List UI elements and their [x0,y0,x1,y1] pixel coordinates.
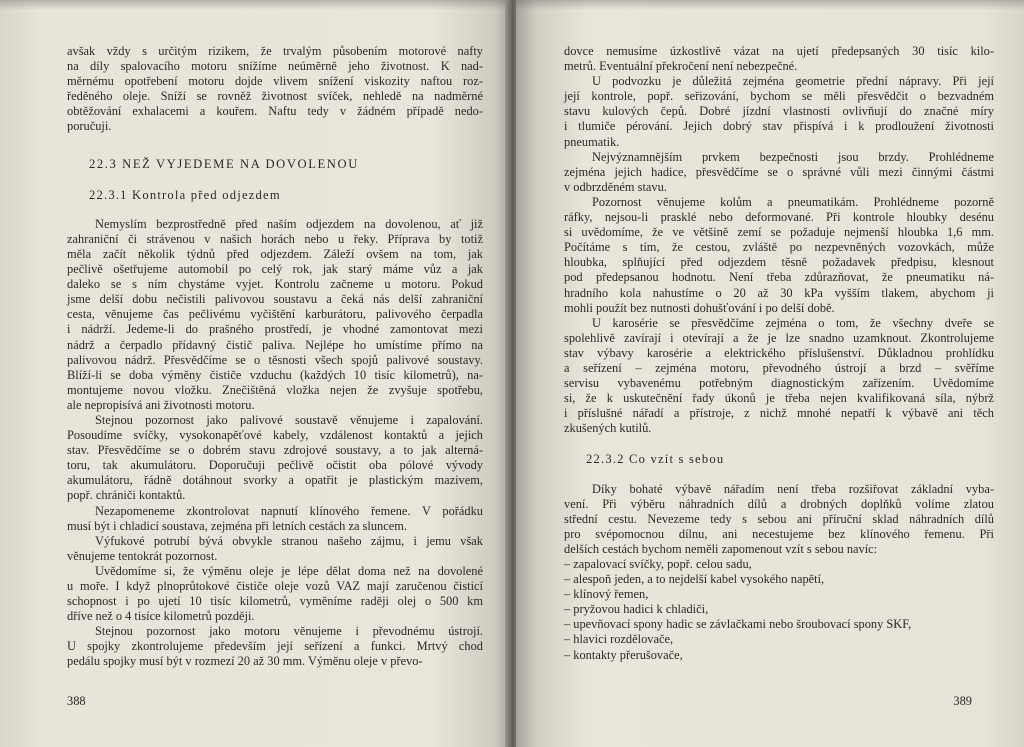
text-line: obtěžování exhalacemi a kouřem. Naftu tedy v žádném případě nedo- [67,104,483,119]
text-line: i nádrží. Jedeme-li do prašného prostředí, je vhodné zamontovat mezi [67,322,483,337]
text-line: popř. chrániči kontaktů. [67,488,186,503]
text-line: ráfky, nejsou-li prasklé nebo deformované. Při kontrole hloubky desénu [564,210,994,225]
text-line: na díly spalovacího motoru snížíme neúměrně jeho životnost. K nad- [67,59,483,74]
text-line: měrnému opotřebení motoru dojde vlivem snížení viskozity naftou roz- [67,74,483,89]
text-line: střední cestu. Nevezeme tedy s sebou ani příruční sklad náhradních dílů [564,511,994,526]
page-number: 389 [953,694,972,708]
list-item: – kontakty přerušovače, [564,647,683,662]
text-line: měla začít několik týdnů před odjezdem. Záleží ovšem na tom, jak [67,246,483,261]
text-line: musí být i chladicí soustava, zejména při letních cestách za sluncem. [67,518,407,533]
list-item: – zapalovací svíčky, popř. celou sadu, [564,557,752,571]
text-line: delších cestách bychom neměli zapomenout vzít s sebou navíc: [564,541,878,556]
text-line: hradního kola nahustíme o 20 až 30 kPa vyšším tlakem, abychom ji [564,285,994,300]
text-line: hloubka, splňující před odjezdem těsně požadavek předpisu, klesnout [564,255,994,270]
text-line: toru, tak akumulátoru. Doporučuji pečlivě očistit oba pólové vývody [67,458,483,473]
paragraph [67,217,483,413]
text-line: cesta, věnujeme čas pečlivému vyčištění karburátoru, palivového čerpadla [67,307,483,322]
text-line: i příslušné nářadí a přístroje, z nichž mnohé nepatří k výbavě ani těch [564,406,994,421]
text-line: v odbrzděném stavu. [564,179,667,194]
text-line: Výfukové potrubí bývá obvykle stranou našeho zájmu, i jemu však [95,533,483,548]
text-line: u moře. I když plnoprůtokové čističe oleje vozů VAZ mají zaručenou čisticí [67,579,483,593]
section-title: 22.3 NEŽ VYJEDEME NA DOVOLENOU [89,156,359,171]
text-line: montujeme novou vložku. Znečištěná vložka nejen že zvyšuje spotřebu, [67,382,483,397]
text-line: si, že k uskutečnění řady úkonů je třeba nejen kvalifikovaná síla, nýbrž [564,391,994,406]
text-line: avšak vždy s určitým rizikem, že trvalým působením motorové nafty [67,44,483,58]
text-line: Díky bohaté výbavě nářadím není třeba rozšiřovat základní vyba- [592,481,994,496]
page-number: 388 [67,694,86,708]
text-line: zahraniční či strávenou v našich horách nebo u řeky. Příprava by totiž [67,231,483,246]
text-line: si uvědomíme, že ve většině zemí se požaduje nejmenší hloubka 1,6 mm. [564,225,994,240]
list-item: – alespoň jeden, a to nejdelší kabel vysokého napětí, [564,572,825,587]
text-line: U karosérie se přesvědčíme zejména o tom, že všechny dveře se [592,315,994,330]
text-line: Stejnou pozornost jako motoru věnujeme i převodnému ústrojí. [95,624,483,639]
text-line: ale nepropisívá ani životnosti motoru. [67,397,255,412]
list-item: – hlavici rozdělovače, [564,632,674,647]
left-page [0,0,510,747]
text-line: nádrž a čerpadlo přídavný čistič paliva. Nejlépe ho umístíme přímo na [67,337,483,352]
text-line: Uvědomíme si, že výměnu oleje je lépe dělat doma než na dovolené [95,563,483,578]
text-line: schopnost i po ujetí 10 tisíc kilometrů, vyměníme raději olej o 500 km [67,594,483,609]
paragraph [67,624,483,669]
paragraph [564,44,994,74]
left-text-block [67,44,483,670]
right-text-block [564,44,994,663]
text-line: pedálu spojky musí být v rozmezí 20 až 30 mm. Výměnu oleje v převo- [67,654,423,669]
paragraph [67,413,483,504]
paragraph [67,534,483,564]
text-line: ředěného oleje. Sníží se rovněž životnost svíček, nehledě na nadměrné [67,89,483,104]
text-line: palivovou nádrž. Přesvědčíme se o těsnosti všech spojů palivové soustavy. [67,352,483,367]
text-line: Stejnou pozornost jako palivové soustavě věnujeme i zapalování. [95,412,483,427]
list-item: – pryžovou hadici k chladiči, [564,602,709,617]
page-edge-shadow [516,0,1024,10]
text-line: Nemyslím bezprostředně před naším odjezdem na dovolenou, ať již [95,216,483,231]
text-line: stavu kulových čepů. Dobré jízdní vlastnosti ovlivňují do značné míry [564,104,994,119]
text-line: dříve než o 4 tisíce kilometrů později. [67,609,255,624]
paragraph [67,504,483,534]
text-line: U podvozku je důležitá zejména geometrie přední nápravy. Při její [592,74,994,89]
paragraph [564,195,994,316]
text-line: mohli použít bez nutnosti dohušťování i po delší době. [564,300,835,315]
paragraph [67,44,483,135]
text-line: zejména jejich hadice, přesvědčíme se o správné vůli mezi činnými částmi [564,164,994,179]
text-line: U spojky zkontrolujeme především její seřízení a funkci. Mrtvý chod [67,639,483,654]
subsection-title: 22.3.1 Kontrola před odjezdem [89,187,281,202]
paragraph [564,482,994,557]
text-line: její kontrole, popř. seřizování, bychom se měli přesvědčit o bezvadném [564,89,994,104]
list-item: – upevňovací spony hadic se závlačkami nebo šroubovací spony SKF, [564,617,912,632]
text-line: a seřízení – zejména motoru, převodného ústrojí a brzd – svěříme [564,360,994,375]
bullet-list [564,557,994,663]
text-line: stav. Přesvědčíme se o dobrém stavu zdrojové soustavy, a to jak alterná- [67,443,483,458]
text-line: pod předepsanou hodnotu. Není třeba zdůrazňovat, že pneumatiku ná- [564,270,994,285]
text-line: daleko se s ním chystáme vyjet. Kontrolu začneme u motoru. Pokud [67,277,483,292]
right-page [516,0,1024,747]
text-line: Pozornost věnujeme kolům a pneumatikám. Prohlédneme pozorně [592,194,994,209]
paragraph [564,316,994,437]
paragraph [564,74,994,149]
text-line: vení. Při výběru náhradních dílů a drobných doplňků volíme zlatou [564,496,994,511]
subsection-title: 22.3.2 Co vzít s sebou [586,452,725,467]
text-line: pečlivě ošetřujeme automobil po celý rok, jak starý máme vůz a jak [67,262,483,277]
text-line: Posoudíme svíčky, vysokonapěťové kabely, vzdálenost kontaktů a jejich [67,428,483,443]
text-line: poručuji. [67,119,112,134]
text-line: Nezapomeneme zkontrolovat napnutí klínového řemene. V pořádku [95,503,483,518]
text-line: servisu vybavenému potřebným diagnostickým zařízením. Uvědomíme [564,376,994,391]
text-line: i tlumiče pérování. Jejich dobrý stav přispívá i k prodloužení životnosti [564,119,994,134]
paragraph [564,150,994,195]
text-line: dovce nemusíme úzkostlivě vázat na ujetí předepsaných 30 tisíc kilo- [564,44,994,58]
text-line: pneumatik. [564,134,620,149]
list-item: – klínový řemen, [564,587,649,602]
text-line: jsme delší dobu nečistili palivovou soustavu a čeká nás delší zahraniční [67,292,483,307]
text-line: Nejvýznamnějším prvkem bezpečnosti jsou brzdy. Prohlédneme [592,149,994,164]
page-edge-shadow [0,0,510,10]
text-line: akumulátoru, řádně dotáhnout svorky a opatřit je plastickým mazivem, [67,473,483,488]
text-line: stav výbavy karosérie a elektrického příslušenství. Důkladnou prohlídku [564,345,994,360]
text-line: spolehlivě zavírají i otevírají a že je lze snadno uzamknout. Zkontrolujeme [564,330,994,345]
text-line: věnujeme tentokrát pozornost. [67,548,218,563]
text-line: Počítáme s tím, že cestou, zvláště po nezpevněných vozovkách, může [564,240,994,255]
paragraph [67,564,483,624]
text-line: zkušených kutilů. [564,421,652,436]
text-line: pro svépomocnou dílnu, ani necestujeme bez klínového řemenu. Při [564,526,994,541]
text-line: metrů. Eventuální překročení není nebezpečné. [564,59,798,74]
text-line: Blíží-li se doba výměny čističe vzduchu (každých 10 tisíc kilometrů), na- [67,367,483,382]
